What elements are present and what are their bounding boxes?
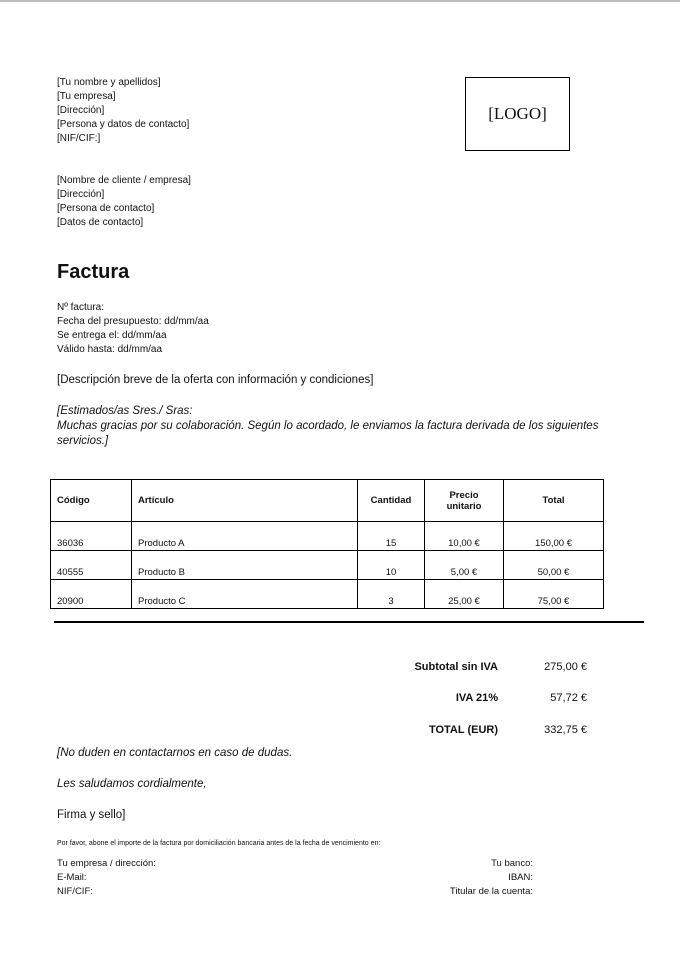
closing-regards: Les saludamos cordialmente, xyxy=(57,778,207,790)
header-unit-price-line2: unitario xyxy=(446,500,482,512)
cell-total: 50,00 € xyxy=(504,551,604,580)
invoice-meta xyxy=(57,301,209,357)
client-address: [Dirección] xyxy=(57,189,105,200)
greeting-block xyxy=(57,404,617,449)
table-row xyxy=(51,580,604,609)
cell-total: 75,00 € xyxy=(504,580,604,609)
cell-quantity: 15 xyxy=(358,522,425,551)
greeting-salutation: [Estimados/as Sres./ Sras: xyxy=(57,405,193,417)
header-unit-price xyxy=(425,480,504,522)
cell-unit-price: 5,00 € xyxy=(425,551,504,580)
header-code: Código xyxy=(51,480,132,522)
footer-account-holder: Titular de la cuenta: xyxy=(449,886,533,897)
subtotal-value: 275,00 € xyxy=(544,661,587,673)
cell-quantity: 10 xyxy=(358,551,425,580)
footer-bank: Tu banco: xyxy=(491,858,533,869)
footer-tax-id: NIF/CIF: xyxy=(57,886,93,897)
sender-contact: [Persona y datos de contacto] xyxy=(57,119,190,130)
footer-iban: IBAN: xyxy=(508,872,533,883)
table-row xyxy=(51,551,604,580)
greeting-body: Muchas gracias por su colaboración. Según lo acordado, le enviamos la factura derivada de los siguientes xyxy=(57,420,599,432)
cell-quantity: 3 xyxy=(358,580,425,609)
cell-article: Producto A xyxy=(132,522,358,551)
footer-email: E-Mail: xyxy=(57,872,87,883)
footer-bank-info xyxy=(450,857,533,899)
sender-name: [Tu nombre y apellidos] xyxy=(57,77,161,88)
offer-description: [Descripción breve de la oferta con información y condiciones] xyxy=(57,374,374,386)
items-table xyxy=(50,479,604,609)
page-top-border xyxy=(0,0,680,2)
header-article: Artículo xyxy=(132,480,358,522)
logo-placeholder xyxy=(465,77,570,151)
cell-code: 40555 xyxy=(51,551,132,580)
total-label: TOTAL (EUR) xyxy=(428,724,498,736)
cell-code: 20900 xyxy=(51,580,132,609)
iva-value: 57,72 € xyxy=(550,692,587,704)
logo-text: [LOGO] xyxy=(488,104,547,123)
iva-label: IVA 21% xyxy=(455,692,498,704)
total-value: 332,75 € xyxy=(544,724,587,736)
greeting-body-end: servicios.] xyxy=(57,435,109,447)
header-quantity: Cantidad xyxy=(358,480,425,522)
sender-block xyxy=(57,76,189,146)
cell-article: Producto B xyxy=(132,551,358,580)
delivery-date: Se entrega el: dd/mm/aa xyxy=(57,330,167,341)
client-contact-data: [Datos de contacto] xyxy=(57,217,144,228)
sender-tax-id: [NIF/CIF:] xyxy=(57,133,101,144)
invoice-number: Nº factura: xyxy=(57,302,105,313)
table-header-row xyxy=(51,480,604,522)
signature-line: Firma y sello] xyxy=(57,809,126,821)
client-block xyxy=(57,174,191,230)
document-title: Factura xyxy=(57,261,130,283)
footer-company-address: Tu empresa / dirección: xyxy=(57,858,156,869)
footer-company-info xyxy=(57,857,156,899)
table-row xyxy=(51,522,604,551)
header-unit-price-line1: Precio xyxy=(449,489,479,501)
subtotal-label: Subtotal sin IVA xyxy=(414,661,498,673)
payment-note: Por favor, abone el importe de la factura por domiciliación bancaria antes de la fecha de vencimiento en: xyxy=(57,840,381,847)
cell-code: 36036 xyxy=(51,522,132,551)
header-total: Total xyxy=(504,480,604,522)
cell-article: Producto C xyxy=(132,580,358,609)
cell-unit-price: 25,00 € xyxy=(425,580,504,609)
client-name: [Nombre de cliente / empresa] xyxy=(57,175,191,186)
sender-company: [Tu empresa] xyxy=(57,91,116,102)
cell-total: 150,00 € xyxy=(504,522,604,551)
sender-address: [Dirección] xyxy=(57,105,105,116)
quote-date: Fecha del presupuesto: dd/mm/aa xyxy=(57,316,209,327)
client-contact-person: [Persona de contacto] xyxy=(57,203,155,214)
closing-contact: [No duden en contactarnos en caso de dudas. xyxy=(57,747,293,759)
valid-until: Válido hasta: dd/mm/aa xyxy=(57,344,163,355)
cell-unit-price: 10,00 € xyxy=(425,522,504,551)
totals-divider xyxy=(54,621,644,623)
